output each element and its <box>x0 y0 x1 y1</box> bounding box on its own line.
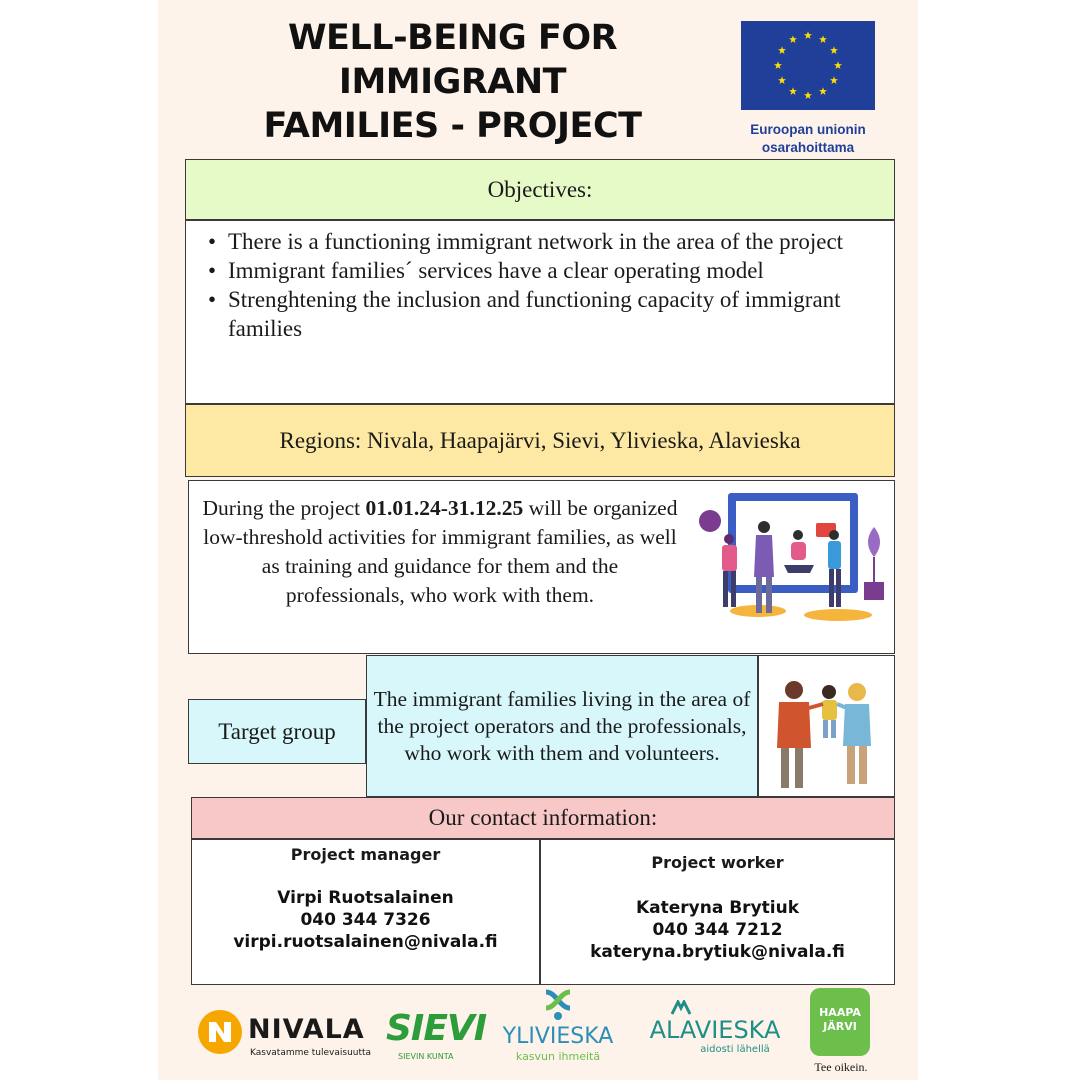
eu-funding-text <box>728 121 888 157</box>
manager-name: Virpi Ruotsalainen <box>277 888 454 908</box>
eu-star-icon <box>819 35 827 43</box>
objective-item: • Immigrant families´ services have a clear operating model <box>206 256 880 285</box>
nivala-name: NIVALA <box>248 1014 365 1045</box>
project-period-text <box>200 494 680 610</box>
ylivieska-logo <box>496 986 620 1068</box>
project-worker-card <box>540 839 895 985</box>
target-group-text: The immigrant families living in the area of the project operators and the professionals, who work with them and volunteers. <box>373 686 751 765</box>
alavieska-logo <box>640 1000 790 1060</box>
family-illustration-box <box>758 655 895 797</box>
period-prefix: During the project <box>202 496 366 520</box>
regions-text: Regions: Nivala, Haapajärvi, Sievi, Ylivieska, Alavieska <box>279 427 801 453</box>
regions-box <box>185 404 895 477</box>
eu-flag-logo <box>741 21 875 110</box>
eu-star-icon <box>834 61 842 69</box>
haapajarvi-logo <box>806 988 876 1076</box>
contact-heading <box>191 797 895 839</box>
objectives-heading <box>185 159 895 220</box>
alavieska-name: ALAVIESKA <box>649 1016 781 1044</box>
eu-star-icon <box>789 35 797 43</box>
objectives-list-box <box>185 220 895 404</box>
ylivieska-knot-icon <box>538 986 578 1022</box>
worker-phone: 040 344 7212 <box>652 920 783 940</box>
ylivieska-name: YLIVIESKA <box>502 1024 614 1049</box>
page-title <box>180 16 725 148</box>
group-activity-illustration <box>698 487 890 632</box>
objectives-heading-text: Objectives: <box>487 176 593 202</box>
worker-email[interactable]: kateryna.brytiuk@nivala.fi <box>590 942 845 962</box>
contact-heading-text: Our contact information: <box>428 805 658 830</box>
eu-star-icon <box>774 61 782 69</box>
objective-item: • Strenghtening the inclusion and functioning capacity of immigrant families <box>206 285 880 343</box>
worker-role: Project worker <box>651 853 784 872</box>
sievi-name: SIEVI <box>386 1008 487 1049</box>
eu-star-icon <box>789 87 797 95</box>
nivala-circle-icon <box>196 1008 244 1056</box>
eu-star-icon <box>804 91 812 99</box>
sievi-sub: SIEVIN KUNTA <box>398 1052 454 1061</box>
haapajarvi-slogan: Tee oikein. <box>814 1060 868 1074</box>
period-dates: 01.01.24-31.12.25 <box>365 496 524 520</box>
target-group-label <box>188 699 366 764</box>
eu-stars-icon <box>741 21 875 110</box>
nivala-logo <box>196 1008 372 1063</box>
eu-text-line-2: osarahoittama <box>761 140 855 155</box>
target-group-description <box>366 655 758 797</box>
eu-star-icon <box>819 87 827 95</box>
target-group-label-text: Target group <box>218 718 336 744</box>
eu-text-line-1: Euroopan unionin <box>750 122 866 137</box>
haapajarvi-line1: HAAPA <box>819 1006 861 1019</box>
ylivieska-slogan: kasvun ihmeitä <box>515 1050 601 1063</box>
eu-star-icon <box>778 76 786 84</box>
project-manager-card <box>191 839 540 985</box>
sievi-logo <box>386 1008 487 1063</box>
haapajarvi-badge <box>810 988 870 1056</box>
family-illustration <box>759 656 893 795</box>
eu-star-icon <box>778 46 786 54</box>
alavieska-bird-icon <box>670 1000 692 1016</box>
title-line-1: WELL-BEING FOR IMMIGRANT <box>287 18 618 102</box>
manager-role: Project manager <box>290 845 441 864</box>
nivala-slogan: Kasvatamme tulevaisuutta <box>250 1048 372 1058</box>
objective-item: • There is a functioning immigrant network in the area of the project <box>206 227 880 256</box>
worker-name: Kateryna Brytiuk <box>635 898 800 918</box>
objectives-list <box>206 227 880 343</box>
haapajarvi-line2: JÄRVI <box>823 1020 857 1033</box>
title-line-2: FAMILIES - PROJECT <box>263 106 642 146</box>
alavieska-slogan: aidosti lähellä <box>700 1044 770 1055</box>
manager-phone: 040 344 7326 <box>300 910 431 930</box>
eu-star-icon <box>830 46 838 54</box>
eu-star-icon <box>830 76 838 84</box>
period-suffix: will be organized low-threshold activities for immigrant families, as well as training and guidance for them and the professionals, who work with them. <box>203 496 678 607</box>
eu-star-icon <box>804 31 812 39</box>
manager-email[interactable]: virpi.ruotsalainen@nivala.fi <box>233 932 498 952</box>
